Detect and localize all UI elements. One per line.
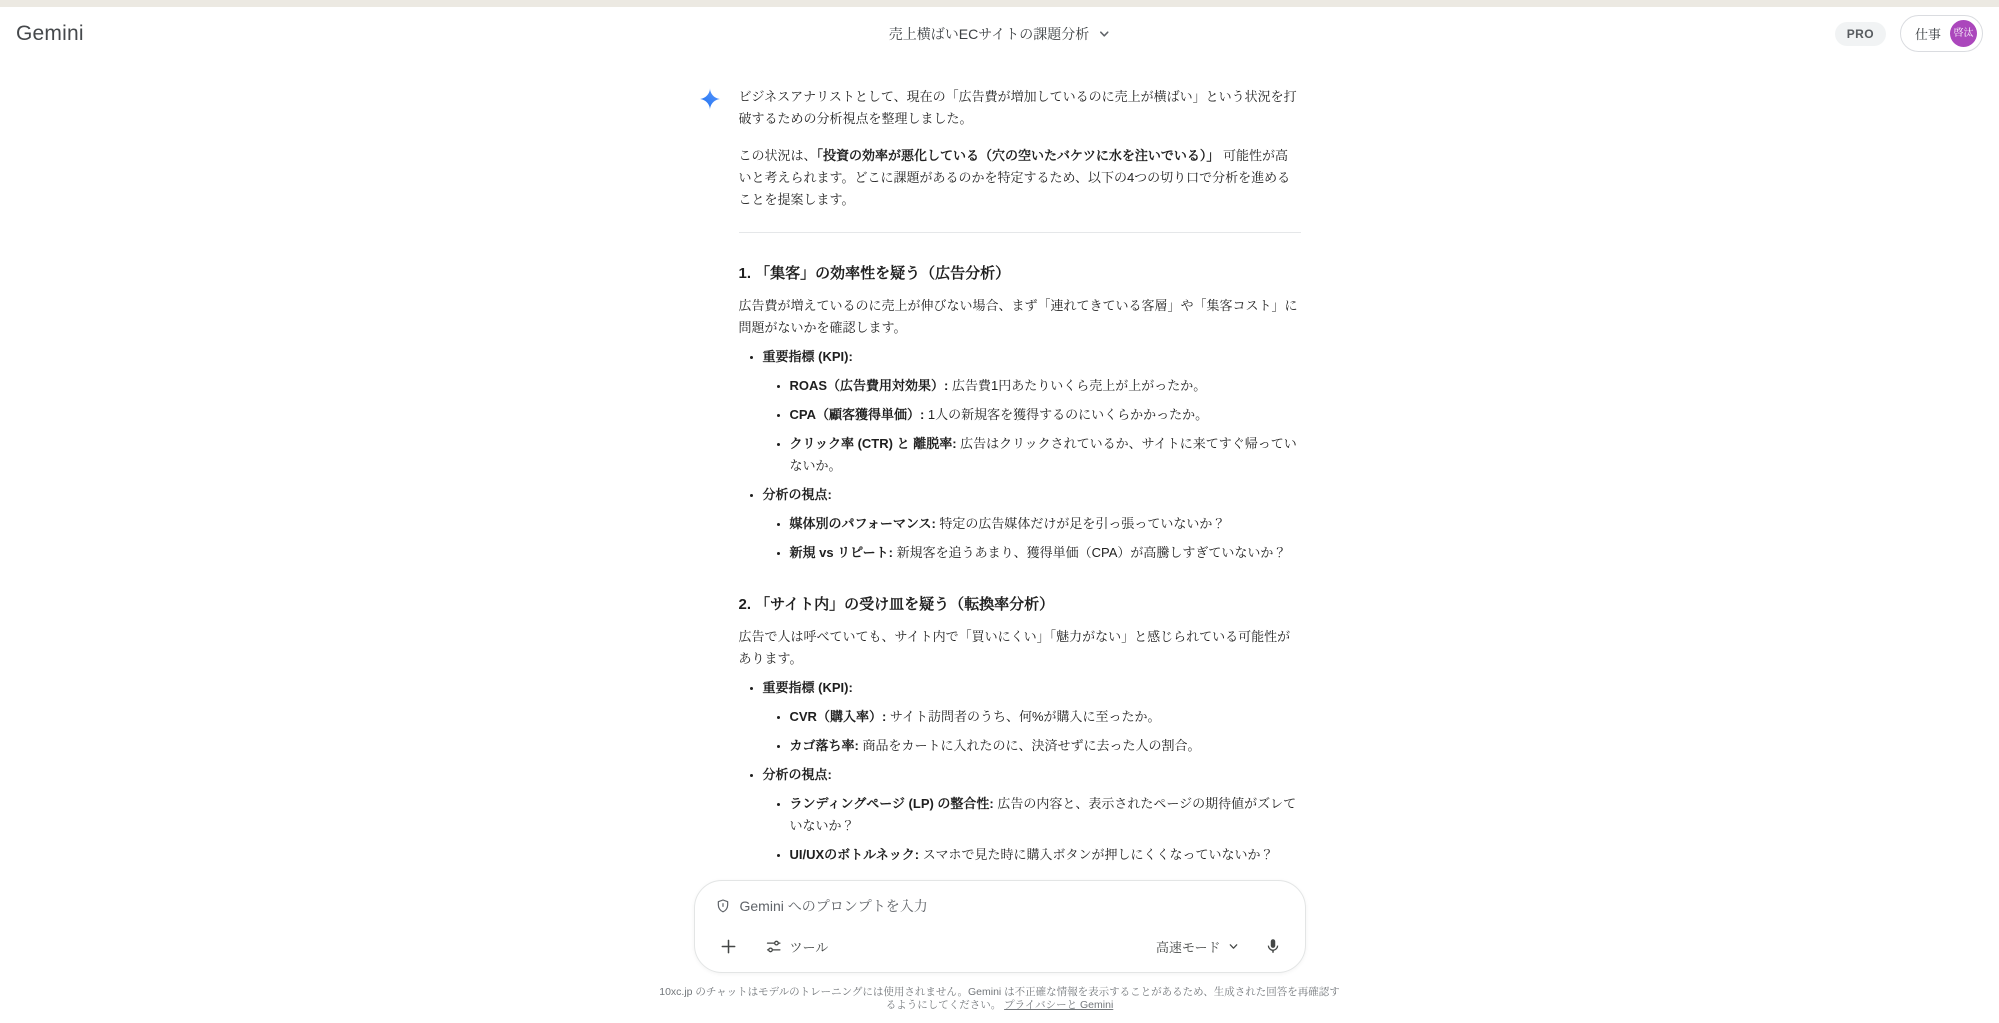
term: UI/UXのボトルネック:	[789, 847, 920, 862]
list-group	[763, 346, 1301, 477]
list-item: • カゴ落ち率: 商品をカートに入れたのに、決済せずに去った人の割合。	[790, 735, 1301, 757]
privacy-link[interactable]: プライバシーと Gemini	[1004, 999, 1114, 1011]
section-intro-1: 広告費が増えているのに売上が伸びない場合、まず「連れてきている客層」や「集客コスト」に問題がないかを確認します。	[738, 298, 1298, 335]
section-heading-2: 2. 「サイト内」の受け皿を疑う（転換率分析）	[738, 596, 1055, 613]
composer[interactable]	[694, 880, 1306, 973]
list-item: • クリック率 (CTR) と 離脱率: 広告はクリックされているか、サイトに来てすぐ帰っていないか。	[790, 433, 1301, 477]
term: CVR（購入率）:	[789, 709, 887, 724]
section-divider	[739, 232, 1301, 233]
sliders-icon	[765, 938, 782, 955]
list-item: • 新規 vs リピート: 新規客を追うあまり、獲得単価（CPA）が高騰しすぎていないか？	[790, 542, 1301, 564]
term: CPA（顧客獲得単価）:	[789, 407, 925, 422]
response-message	[739, 86, 1301, 873]
avatar[interactable]: 啓汰	[1950, 20, 1977, 47]
composer-actions	[715, 932, 1287, 960]
list-group	[763, 484, 1301, 564]
window-top-strip	[0, 0, 1999, 7]
prompt-input[interactable]	[740, 898, 1287, 914]
section-intro-2: 広告で人は呼べていても、サイト内で「買いにくい」「魅力がない」と感じられている可能性があります。	[738, 629, 1291, 666]
model-icon-column	[699, 86, 721, 873]
prompt-row	[715, 894, 1287, 918]
shield-icon	[715, 898, 731, 914]
group-label: 重要指標 (KPI):	[762, 680, 853, 695]
bold-insight: 「投資の効率が悪化している（穴の空いたバケツに水を注いでいる）」	[816, 148, 1220, 163]
list-item: • CVR（購入率）: サイト訪問者のうち、何%が購入に至ったか。	[790, 706, 1301, 728]
list-item: • UI/UXのボトルネック: スマホで見た時に購入ボタンが押しにくくなっていないか？	[790, 844, 1301, 866]
tools-button[interactable]	[765, 937, 829, 956]
conversation-title-button[interactable]	[889, 24, 1110, 44]
disclaimer-text: 10xc.jp のチャットはモデルのトレーニングには使用されません。Gemini は不正確な情報を表示することがあるため、生成された回答を再確認するようにしてください。	[659, 986, 1340, 1011]
conversation-area	[699, 86, 1301, 873]
mode-selector[interactable]	[1156, 937, 1238, 956]
paragraph-1: ビジネスアナリストとして、現在の「広告費が増加しているのに売上が横ばい」という状況を打破するための分析視点を整理しました。	[738, 89, 1297, 126]
add-attachment-button[interactable]	[715, 932, 743, 960]
paragraph-2: この状況は、「投資の効率が悪化している（穴の空いたバケツに水を注いでいる）」 可能性が高いと考えられます。どこに課題があるのかを特定するため、以下の4つの切り口で分析を進めることを提案します。	[738, 148, 1291, 207]
header-right	[1835, 15, 1983, 52]
term: ランディングページ (LP) の整合性:	[789, 796, 994, 811]
group-label: 重要指標 (KPI):	[762, 349, 853, 364]
section-heading-1: 1. 「集客」の効率性を疑う（広告分析）	[738, 265, 1011, 282]
group-label: 分析の視点:	[762, 487, 832, 502]
section-2-list	[739, 677, 1301, 866]
term: 媒体別のパフォーマンス:	[789, 516, 936, 531]
gemini-sparkle-icon	[699, 88, 721, 110]
term: 新規 vs リピート:	[789, 545, 893, 560]
chevron-down-icon	[1228, 941, 1239, 952]
term: クリック率 (CTR) と 離脱率:	[789, 436, 957, 451]
microphone-icon	[1264, 937, 1282, 955]
pro-badge: PRO	[1835, 22, 1886, 46]
section-1-list	[739, 346, 1301, 564]
list-group	[763, 677, 1301, 757]
chevron-down-icon	[1098, 28, 1110, 40]
mode-label: 高速モード	[1156, 939, 1221, 955]
account-pill[interactable]	[1900, 15, 1983, 52]
list-item: • ランディングページ (LP) の整合性: 広告の内容と、表示されたページの期待値がズレていないか？	[790, 793, 1301, 837]
mic-button[interactable]	[1259, 932, 1287, 960]
list-item: • 媒体別のパフォーマンス: 特定の広告媒体だけが足を引っ張っていないか？	[790, 513, 1301, 535]
term: ROAS（広告費用対効果）:	[789, 378, 949, 393]
group-label: 分析の視点:	[762, 767, 832, 782]
footer-disclaimer	[0, 986, 1999, 1013]
workspace-label: 仕事	[1914, 27, 1941, 42]
app-header	[0, 7, 1999, 60]
viewpoint-sublist	[763, 513, 1301, 564]
list-item: • CPA（顧客獲得単価）: 1人の新規客を獲得するのにいくらかかったか。	[790, 404, 1301, 426]
kpi-sublist	[763, 706, 1301, 757]
plus-icon	[719, 937, 738, 956]
list-group	[763, 764, 1301, 866]
conversation-title: 売上横ばいECサイトの課題分析	[888, 25, 1090, 42]
tools-label: ツール	[789, 939, 829, 955]
app-logo: Gemini	[16, 21, 84, 45]
kpi-sublist	[763, 375, 1301, 477]
term: カゴ落ち率:	[789, 738, 859, 753]
list-item: • ROAS（広告費用対効果）: 広告費1円あたりいくら売上が上がったか。	[790, 375, 1301, 397]
viewpoint-sublist	[763, 793, 1301, 866]
